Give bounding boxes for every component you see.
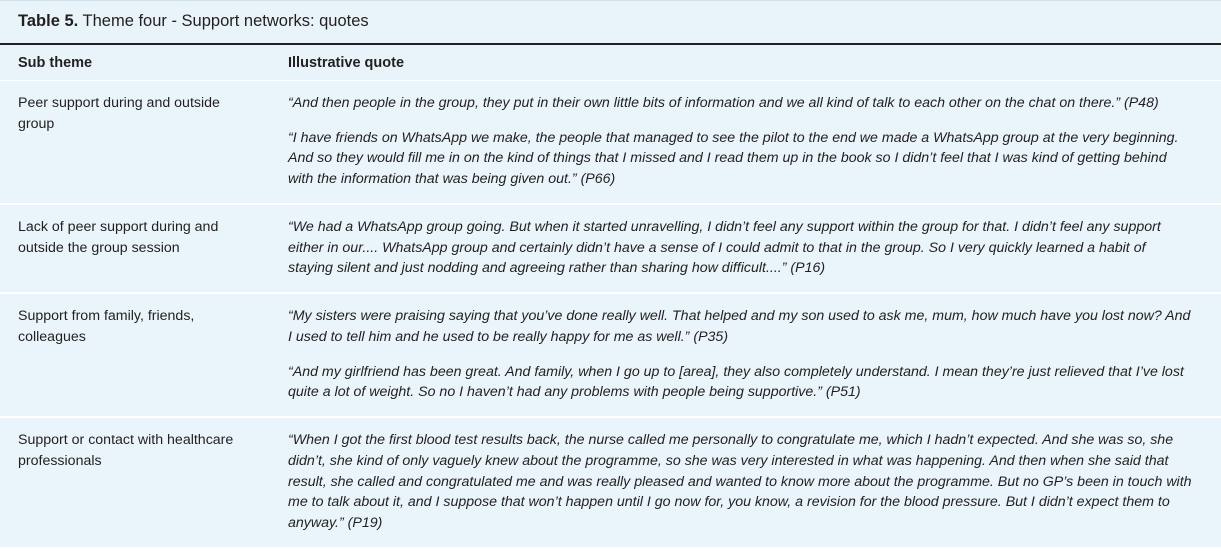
table-row: [0, 293, 1221, 417]
quotes-table: [0, 45, 1221, 547]
quote-paragraph: “And my girlfriend has been great. And family, when I go up to [area], they also completely understand. I mean they’re just relieved that I’ve lost quite a lot of weight. So no I haven’t had any problems with people being supportive.” (P51): [288, 363, 1184, 401]
table-row: [0, 417, 1221, 547]
illustrative-quote-cell: [270, 204, 1221, 293]
column-header-sub-theme: Sub theme: [0, 45, 270, 81]
illustrative-quote-cell: [270, 81, 1221, 204]
sub-theme-cell: Peer support during and outside group: [0, 81, 270, 204]
table-body: [0, 81, 1221, 547]
quote-paragraph: “I have friends on WhatsApp we make, the people that managed to see the pilot to the end we made a WhatsApp group at the very beginning. And so they would fill me in on the kind of things that I missed and I read them up in the book so I didn’t feel that I was kind of getting behind with the information that was being given out.” (P66): [288, 129, 1179, 188]
sub-theme-cell: Support or contact with healthcare professionals: [0, 417, 270, 547]
quote-paragraph: “And then people in the group, they put in their own little bits of information and we all kind of talk to each other on the chat on there.” (P48): [288, 95, 1159, 111]
table-row: [0, 204, 1221, 293]
quote-paragraph: “When I got the first blood test results back, the nurse called me personally to congratulate me, which I hadn’t expected. And she was so, she didn’t, she kind of only vaguely knew about the programme, so she was very interested in what was happening. And then when she said that result, she called and congratulated me and was really pleased and wanted to know more about the programme. But no GP’s been in touch with me to talk about it, and I suppose that won’t happen until I go now for, you know, a revision for the blood pressure. But I didn’t expect them to anyway.” (P19): [288, 432, 1192, 532]
table-caption-label: Table 5.: [18, 12, 79, 30]
quote-paragraph: “We had a WhatsApp group going. But when it started unravelling, I didn’t feel any support within the group for that. I didn’t feel any support either in our.... WhatsApp group and certainly didn’t have a sense of I could admit to that in the group. So I very quickly learned a habit of staying silent and just nodding and agreeing rather than sharing how difficult....” (P16): [288, 218, 1161, 277]
sub-theme-cell: Support from family, friends, colleagues: [0, 293, 270, 417]
column-header-illustrative-quote: Illustrative quote: [270, 45, 1221, 81]
table-header-row: [0, 45, 1221, 81]
table-row: [0, 81, 1221, 204]
illustrative-quote-cell: [270, 417, 1221, 547]
sub-theme-cell: Lack of peer support during and outside the group session: [0, 204, 270, 293]
table-caption: [0, 0, 1221, 45]
quote-paragraph: “My sisters were praising saying that you’ve done really well. That helped and my son used to ask me, mum, how much have you lost now? And I used to tell him and he used to be really happy for me as well.” (P35): [288, 308, 1191, 345]
table-caption-text: Theme four - Support networks: quotes: [82, 12, 369, 30]
illustrative-quote-cell: [270, 293, 1221, 417]
table-head: [0, 45, 1221, 81]
